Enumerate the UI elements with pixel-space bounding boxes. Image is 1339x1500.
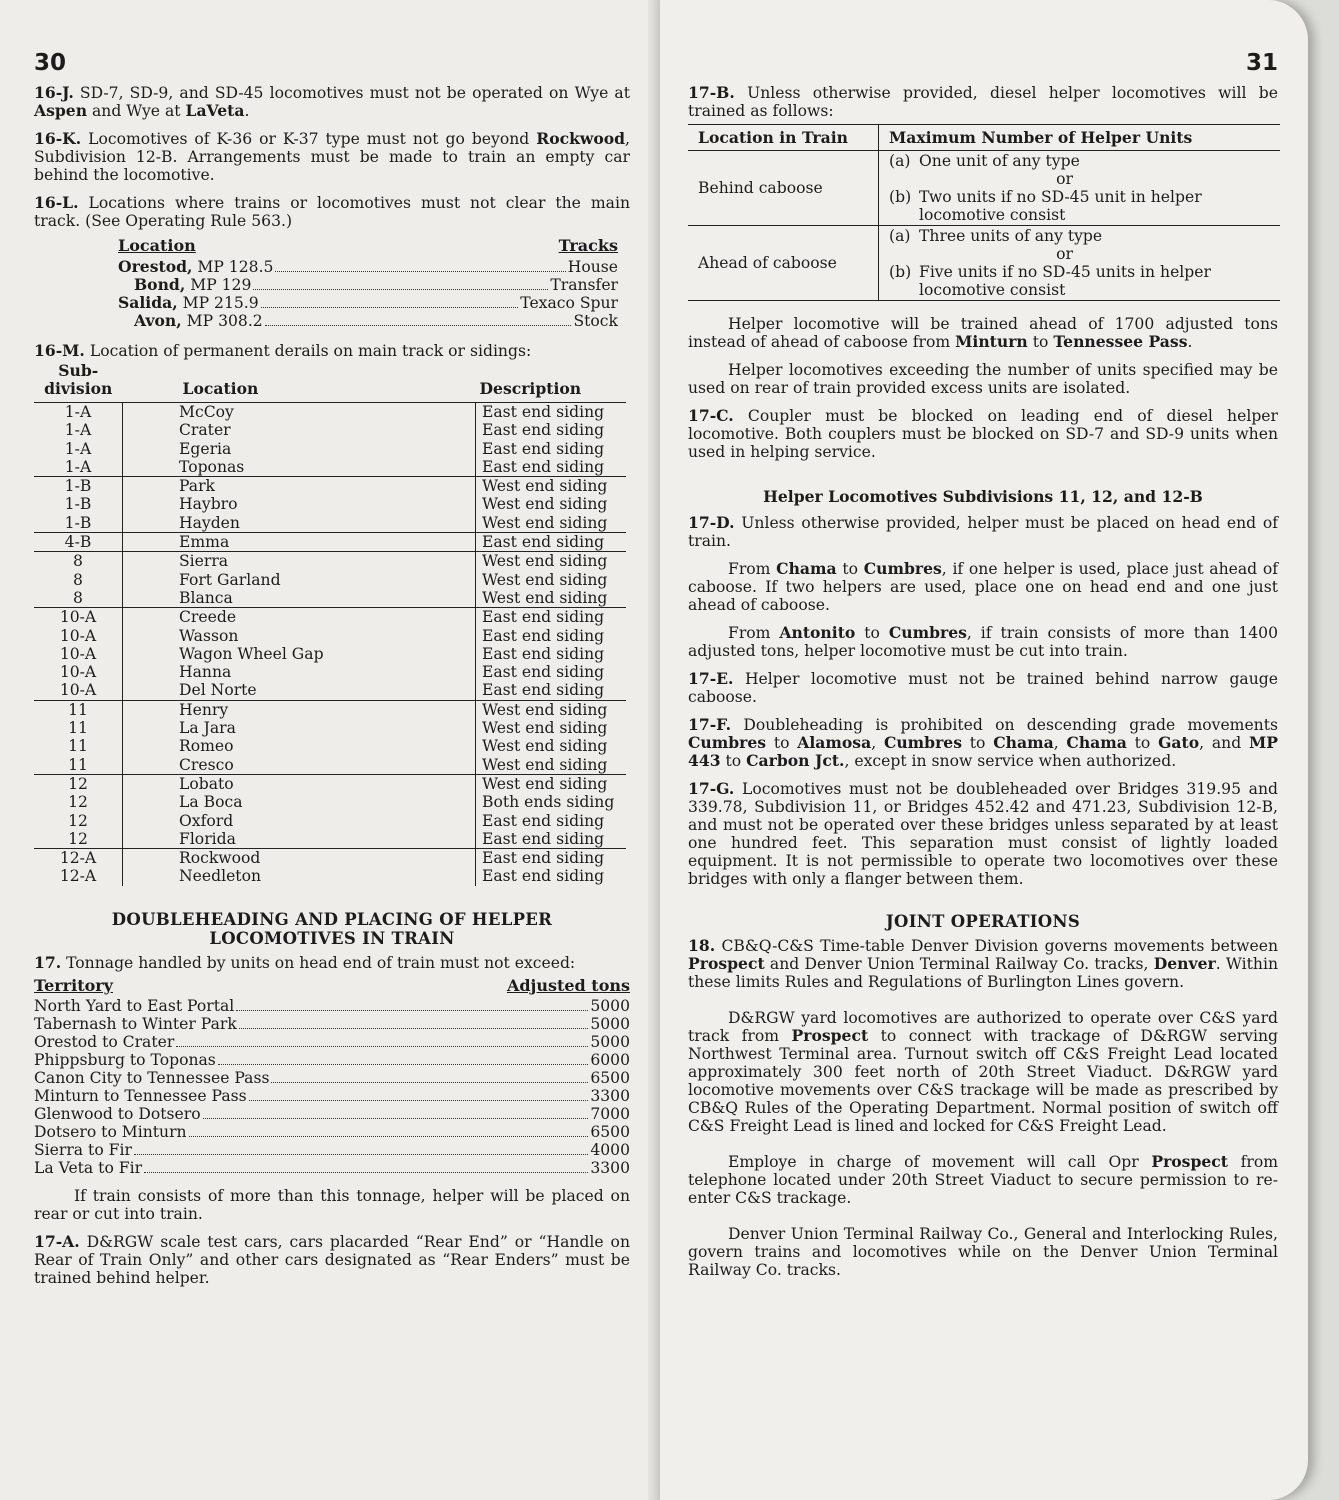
- derail-location: La Boca: [123, 793, 476, 811]
- derail-subdivision: 10-A: [34, 608, 123, 627]
- derail-table: Sub- division Location Description 1-A McCoy East end siding 1-A Crater East end siding 1-A Egeria East end siding 1-A Toponas East end siding 1-B Park West end siding 1-B Haybro West end siding 1-B Hayden West end siding 4-B Emma East end siding 8 Sierra West end siding 8 Fort Garland West end siding 8 Blanca West end siding 10-A Creede East end siding 10-A Wasson East end siding 10-A Wagon Wheel Gap East end siding 10-A Hanna East end siding 10-A Del Norte East end siding 11 Henry West end siding 11 La Jara West end siding 11 Romeo West end siding 11 Cresco West end siding 12 Lobato West end siding 12 La Boca Both ends siding 12 Oxford East end siding 12 Florida East end siding 12-A Rockwood East end siding 12-A Needleton East end siding: [34, 362, 626, 886]
- derail-description: East end siding: [476, 830, 627, 849]
- derail-row: [34, 812, 626, 830]
- derail-row: [34, 663, 626, 681]
- derail-location: La Jara: [123, 719, 476, 737]
- derail-description: East end siding: [476, 867, 627, 885]
- derail-location: Cresco: [123, 756, 476, 775]
- rule-18: 18. CB&Q-C&S Time-table Denver Division governs movements between Prospect and Denver Union Terminal Railway Co. tracks, Denver. Within these limits Rules and Regulations of Burlington Lines govern.: [688, 936, 1278, 991]
- tracks-row: [134, 312, 618, 330]
- option-text: Five units if no SD-45 units in helper locomotive consist: [919, 263, 1211, 299]
- helper-location: Behind caboose: [688, 151, 879, 226]
- derail-subdivision: 10-A: [59, 681, 97, 700]
- helper-or: or: [1056, 170, 1073, 188]
- derail-row: [34, 737, 626, 755]
- tracks-row: [134, 276, 618, 294]
- derail-description: West end siding: [476, 700, 627, 719]
- derail-description: East end siding: [476, 608, 627, 627]
- tracks-location: [118, 294, 259, 312]
- derail-description: Both ends siding: [476, 793, 627, 811]
- derail-location: Rockwood: [123, 849, 476, 868]
- tonnage-territory: Sierra to Fir: [34, 1140, 132, 1159]
- dot-leader: [203, 1118, 589, 1119]
- tracks-table-header: Location Tracks: [118, 236, 618, 255]
- tracks-milepost: MP 215.9: [177, 294, 259, 312]
- section-heading-doubleheading: DOUBLEHEADING AND PLACING OF HELPER LOCOMOTIVES IN TRAIN: [111, 909, 553, 948]
- derail-subdivision: 11: [68, 719, 88, 738]
- tonnage-territory: Tabernash to Winter Park: [34, 1014, 237, 1033]
- rule-16j: 16-J. SD-7, SD-9, and SD-45 locomotives must not be operated on Wye at Aspen and Wye at LaVeta.: [34, 83, 630, 120]
- derail-description: West end siding: [476, 589, 627, 608]
- option-key: (b): [889, 263, 912, 281]
- derail-description: West end siding: [476, 774, 627, 793]
- section-heading-joint-operations: JOINT OPERATIONS: [885, 912, 1081, 931]
- option-text: Two units if no SD-45 unit in helper locomotive consist: [919, 188, 1202, 224]
- tonnage-row: [34, 1015, 630, 1033]
- derail-location: Wasson: [123, 627, 476, 645]
- helper-row: [688, 151, 1280, 226]
- derail-subdivision: 1-B: [64, 513, 92, 532]
- rule-17f: 17-F. Doubleheading is prohibited on descending grade movements Cumbres to Alamosa, Cumbres to Chama, Chama to Gato, and MP 443 to Carbon Jct., except in snow service when authorized.: [688, 715, 1278, 770]
- section-heading-helper-subdivisions: Helper Locomotives Subdivisions 11, 12, and 12-B: [763, 487, 1203, 506]
- tonnage-territory: Dotsero to Minturn: [34, 1122, 187, 1141]
- option-text: Three units of any type: [919, 227, 1103, 245]
- rule-16l: 16-L. Locations where trains or locomotives must not clear the main track. (See Operating Rule 563.): [34, 193, 630, 230]
- derail-location: Lobato: [123, 774, 476, 793]
- rule-16k: 16-K. Locomotives of K-36 or K-37 type must not go beyond Rockwood, Subdivision 12-B. Arrangements must be made to train an empty car behind the locomotive.: [34, 129, 630, 184]
- tracks-location: [134, 312, 263, 330]
- tracks-track: House: [567, 258, 618, 276]
- derail-description: West end siding: [476, 756, 627, 775]
- derail-subdivision: 11: [68, 737, 88, 756]
- dot-leader: [253, 289, 548, 290]
- derail-location: Romeo: [123, 737, 476, 755]
- derail-subdivision: 1-A: [64, 421, 92, 440]
- tracks-milepost: MP 128.5: [192, 258, 274, 276]
- derail-row: [34, 458, 626, 477]
- derail-description: East end siding: [476, 849, 627, 868]
- derail-subdivision: 11: [68, 755, 88, 774]
- dot-leader: [275, 271, 565, 272]
- tonnage-row: [34, 1123, 630, 1141]
- left-page: [0, 0, 660, 1500]
- rule-17e: 17-E. Helper locomotive must not be trained behind narrow gauge caboose.: [688, 669, 1278, 706]
- derail-subdivision: 12-A: [34, 849, 123, 868]
- tracks-location-name: Bond,: [134, 275, 186, 294]
- derail-subdivision: 12: [68, 829, 88, 848]
- dot-leader: [265, 325, 572, 326]
- tonnage-adjusted-tons: 5000: [590, 1032, 630, 1051]
- derail-row: [34, 645, 626, 663]
- rule-16m: 16-M. Location of permanent derails on main track or sidings:: [34, 341, 532, 360]
- tonnage-row: [34, 997, 630, 1015]
- helper-units-table: Location in Train Maximum Number of Helper Units Behind caboose (a) One unit of any type or (b) Two units if no SD-45 unit in helper locomotive consist Ahead of caboose (a) Three units of any type or (b) Five units if no SD-45 units in helper locomotive consist: [688, 124, 1280, 301]
- tonnage-territory: La Veta to Fir: [34, 1158, 143, 1177]
- tonnage-adjusted-tons: 7000: [590, 1104, 630, 1123]
- tonnage-adjusted-tons: 5000: [590, 996, 630, 1015]
- tracks-row: [118, 294, 618, 312]
- dot-leader: [236, 1010, 588, 1011]
- derail-location: Del Norte: [123, 681, 476, 700]
- derail-row: [34, 552, 626, 571]
- helper-option-a: [889, 152, 1270, 170]
- derail-row: [34, 608, 626, 627]
- option-key: (b): [889, 188, 912, 206]
- derail-subdivision: 12: [34, 774, 123, 793]
- derail-description: East end siding: [476, 421, 627, 439]
- derail-row: [34, 681, 626, 700]
- derail-location: Wagon Wheel Gap: [123, 645, 476, 663]
- derail-row: [34, 867, 626, 885]
- tonnage-row: [34, 1033, 630, 1051]
- derail-subdivision: 12: [68, 793, 88, 812]
- rule-17d: 17-D. Unless otherwise provided, helper must be placed on head end of train.: [688, 513, 1278, 550]
- option-key: (a): [889, 227, 911, 245]
- derail-description: West end siding: [476, 477, 627, 496]
- derail-subdivision: 11: [34, 700, 123, 719]
- derail-description: East end siding: [476, 440, 627, 458]
- derail-location: Fort Garland: [123, 571, 476, 589]
- derail-row: [34, 514, 626, 533]
- derail-row: [34, 589, 626, 608]
- tracks-table: [118, 236, 618, 330]
- dot-leader: [144, 1172, 588, 1173]
- derail-description: West end siding: [476, 719, 627, 737]
- helper-or: or: [1056, 245, 1073, 263]
- derail-location: Florida: [123, 830, 476, 849]
- derail-subdivision: 8: [73, 588, 83, 607]
- tonnage-adjusted-tons: 3300: [590, 1086, 630, 1105]
- derail-subdivision: 12-A: [59, 867, 97, 886]
- derail-subdivision: 10-A: [59, 663, 97, 682]
- derail-location: McCoy: [123, 403, 476, 422]
- derail-location: Crater: [123, 421, 476, 439]
- derail-location: Henry: [123, 700, 476, 719]
- derail-row: [34, 533, 626, 552]
- tracks-location: [134, 276, 251, 294]
- derail-location: Creede: [123, 608, 476, 627]
- derail-description: East end siding: [476, 403, 627, 422]
- option-key: (a): [889, 152, 911, 170]
- derail-row: [34, 719, 626, 737]
- derail-description: East end siding: [476, 627, 627, 645]
- derail-description: West end siding: [476, 495, 627, 513]
- tonnage-row: [34, 1087, 630, 1105]
- tracks-milepost: MP 129: [185, 276, 252, 294]
- derail-location: Needleton: [123, 867, 476, 885]
- tracks-track: Texaco Spur: [520, 294, 618, 312]
- derail-subdivision: 10-A: [59, 644, 97, 663]
- helper-option-b: [889, 263, 1270, 299]
- derail-subdivision: 8: [73, 570, 83, 589]
- derail-location: Oxford: [123, 812, 476, 830]
- tonnage-adjusted-tons: 5000: [590, 1014, 630, 1033]
- derail-row: [34, 756, 626, 775]
- derail-row: [34, 793, 626, 811]
- dot-leader: [189, 1136, 589, 1137]
- helper-row: [688, 226, 1280, 301]
- tonnage-territory: Canon City to Tennessee Pass: [34, 1068, 270, 1087]
- derail-description: West end siding: [476, 552, 627, 571]
- helper-max-units: [879, 151, 1281, 226]
- derail-row: [34, 830, 626, 849]
- derail-location: Egeria: [123, 440, 476, 458]
- derail-row: [34, 440, 626, 458]
- derail-row: [34, 495, 626, 513]
- tonnage-adjusted-tons: 4000: [590, 1140, 630, 1159]
- rule-17a: 17-A. D&RGW scale test cars, cars placarded “Rear End” or “Handle on Rear of Train Only” and other cars designated as “Rear Enders” must be trained behind helper.: [34, 1231, 630, 1287]
- derail-subdivision: 1-A: [64, 403, 92, 421]
- derail-location: Park: [123, 477, 476, 496]
- paragraph-antonito-cumbres: From Antonito to Cumbres, if train consists of more than 1400 adjusted tons, helper locomotive must be cut into train.: [688, 623, 1278, 660]
- derail-subdivision: 1-B: [64, 495, 92, 514]
- derail-location: Blanca: [123, 589, 476, 608]
- derail-description: East end siding: [476, 681, 627, 700]
- derail-row: [34, 571, 626, 589]
- derail-subdivision: 1-B: [34, 477, 123, 496]
- tracks-track: Stock: [573, 312, 618, 330]
- derail-subdivision: 10-A: [59, 626, 97, 645]
- helper-option-b: [889, 188, 1270, 224]
- option-text: One unit of any type: [919, 152, 1080, 170]
- rule-17: 17. Tonnage handled by units on head end of train must not exceed:: [34, 952, 576, 972]
- dot-leader: [176, 1046, 588, 1047]
- rule-17c: 17-C. Coupler must be blocked on leading end of diesel helper locomotive. Both couplers must be blocked on SD-7 and SD-9 units when used in helping service.: [688, 406, 1278, 461]
- dot-leader: [239, 1028, 589, 1029]
- tracks-location-name: Avon,: [134, 311, 182, 330]
- derail-description: East end siding: [476, 663, 627, 681]
- rule-17g: 17-G. Locomotives must not be doubleheaded over Bridges 319.95 and 339.78, Subdivision 11, or Bridges 452.42 and 471.23, Subdivision 12-B, and must not be operated over these bridges unless separated by at least one hundred feet. This separation must consist of lightly loaded equipment. It is not permissible to operate two locomotives over these bridges with only a flanger between them.: [688, 779, 1278, 888]
- dot-leader: [261, 307, 519, 308]
- paragraph-employe-call: Employe in charge of movement will call Opr Prospect from telephone located under 20th Street Viaduct to secure permission to re-enter C&S trackage.: [688, 1152, 1278, 1207]
- tonnage-header: Territory Adjusted tons: [34, 975, 630, 995]
- tracks-row: [118, 258, 618, 276]
- paragraph-excess-units: Helper locomotives exceeding the number of units specified may be used on rear of train provided excess units are isolated.: [688, 361, 1278, 397]
- derail-location: Hayden: [123, 514, 476, 533]
- derail-description: East end siding: [476, 458, 627, 477]
- tonnage-adjusted-tons: 6500: [590, 1122, 630, 1141]
- derail-subdivision: 1-A: [64, 439, 92, 458]
- tonnage-territory: Minturn to Tennessee Pass: [34, 1086, 247, 1105]
- dot-leader: [134, 1154, 588, 1155]
- derail-subdivision: 12: [68, 811, 88, 830]
- tonnage-adjusted-tons: 3300: [590, 1158, 630, 1177]
- tonnage-row: [34, 1141, 630, 1159]
- tonnage-territory: Orestod to Crater: [34, 1032, 175, 1051]
- helper-max-units: [879, 226, 1281, 301]
- derail-location: Hanna: [123, 663, 476, 681]
- page-number: 31: [1245, 50, 1278, 76]
- tonnage-row: [34, 1105, 630, 1123]
- tonnage-row: [34, 1159, 630, 1177]
- derail-row: [34, 477, 626, 496]
- rule-17b: 17-B. Unless otherwise provided, diesel helper locomotives will be trained as follows:: [688, 83, 1278, 120]
- dot-leader: [271, 1082, 588, 1083]
- derail-description: West end siding: [476, 514, 627, 533]
- right-page: [660, 0, 1308, 1500]
- derail-subdivision: 8: [34, 552, 123, 571]
- paragraph-yard-locomotives: D&RGW yard locomotives are authorized to operate over C&S yard track from Prospect to connect with trackage of D&RGW serving Northwest Terminal area. Turnout switch off C&S Freight Lead located approximately 300 feet north of 20th Street Viaduct. D&RGW yard locomotive movements over C&S trackage will be made as prescribed by CB&Q Rules of the Operating Department. Normal position of switch off C&S Freight Lead is lined and locked for C&S Freight Lead.: [688, 1009, 1278, 1135]
- derail-location: Haybro: [123, 495, 476, 513]
- derail-subdivision: 4-B: [34, 533, 123, 552]
- tonnage-territory: Phippsburg to Toponas: [34, 1050, 216, 1069]
- derail-location: Emma: [123, 533, 476, 552]
- derail-location: Sierra: [123, 552, 476, 571]
- tonnage-adjusted-tons: 6500: [590, 1068, 630, 1087]
- tracks-location: [118, 258, 273, 276]
- derail-description: West end siding: [476, 737, 627, 755]
- derail-row: [34, 849, 626, 868]
- dot-leader: [249, 1100, 589, 1101]
- tonnage-territory: North Yard to East Portal: [34, 996, 235, 1015]
- derail-subdivision: 1-A: [64, 457, 92, 476]
- derail-row: [34, 421, 626, 439]
- derail-row: [34, 700, 626, 719]
- tonnage-territory: Glenwood to Dotsero: [34, 1104, 201, 1123]
- paragraph-1700-tons: Helper locomotive will be trained ahead of 1700 adjusted tons instead of ahead of caboose from Minturn to Tennessee Pass.: [688, 315, 1278, 351]
- derail-row: [34, 403, 626, 422]
- tracks-location-name: Salida,: [118, 293, 178, 312]
- dot-leader: [218, 1064, 589, 1065]
- derail-description: West end siding: [476, 571, 627, 589]
- page-number: 30: [34, 50, 67, 76]
- tonnage-row: [34, 1051, 630, 1069]
- helper-location: Ahead of caboose: [688, 226, 879, 301]
- paragraph-chama-cumbres: From Chama to Cumbres, if one helper is used, place just ahead of caboose. If two helpers are used, place one on head end and one just ahead of caboose.: [688, 559, 1279, 614]
- tracks-track: Transfer: [550, 276, 618, 294]
- tracks-location-name: Orestod,: [118, 257, 193, 276]
- derail-description: East end siding: [476, 812, 627, 830]
- tonnage-row: [34, 1069, 630, 1087]
- derail-row: [34, 774, 626, 793]
- derail-location: Toponas: [123, 458, 476, 477]
- derail-description: East end siding: [476, 533, 627, 552]
- tonnage-note: If train consists of more than this tonnage, helper will be placed on rear or cut into train.: [34, 1186, 630, 1223]
- tracks-milepost: MP 308.2: [181, 312, 263, 330]
- tonnage-adjusted-tons: 6000: [590, 1050, 630, 1069]
- derail-description: East end siding: [476, 645, 627, 663]
- derail-row: [34, 627, 626, 645]
- tonnage-table: [34, 997, 630, 1177]
- paragraph-denver-union-terminal: Denver Union Terminal Railway Co., General and Interlocking Rules, govern trains and locomotives while on the Denver Union Terminal Railway Co. tracks.: [688, 1225, 1278, 1279]
- helper-option-a: [889, 227, 1270, 245]
